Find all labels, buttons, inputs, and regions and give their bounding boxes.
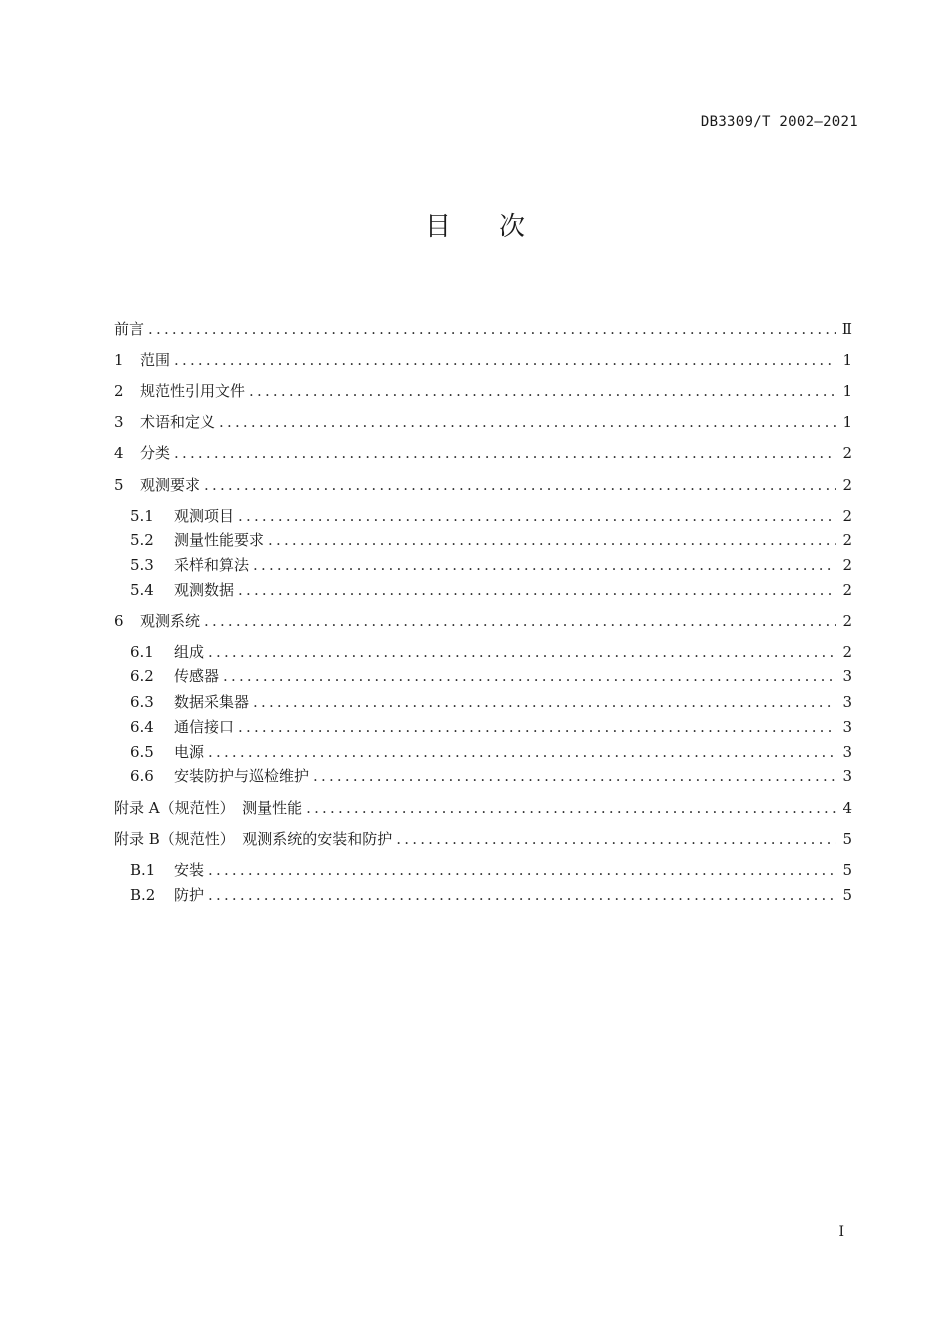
toc-page: 2 xyxy=(842,612,852,630)
toc-number: 6.5 xyxy=(130,743,154,761)
toc-page: 2 xyxy=(842,643,852,661)
document-code: DB3309/T 2002—2021 xyxy=(700,114,858,130)
leader-dots xyxy=(253,554,836,576)
toc-entry-6-3[interactable] xyxy=(130,691,852,713)
toc-number: 6.2 xyxy=(130,667,154,685)
toc-label: 观测系统 xyxy=(140,612,201,630)
toc-page: 2 xyxy=(842,581,852,599)
toc-label: 观测数据 xyxy=(174,581,235,599)
toc-label: 范围 xyxy=(140,351,171,369)
toc-label: 电源 xyxy=(174,743,205,761)
toc-entry-5-2[interactable] xyxy=(130,529,852,551)
leader-dots xyxy=(238,716,836,738)
toc-entry-b-1[interactable] xyxy=(130,859,852,881)
toc-number: 5.4 xyxy=(130,581,154,599)
toc-page: Ⅱ xyxy=(841,320,852,338)
toc-page: 3 xyxy=(842,718,852,736)
toc-entry-b-2[interactable] xyxy=(130,884,852,906)
toc-number: 6.4 xyxy=(130,718,154,736)
toc-number: 5.1 xyxy=(130,507,154,525)
toc-number: 6.3 xyxy=(130,693,154,711)
toc-number: B.1 xyxy=(130,861,156,879)
leader-dots xyxy=(249,380,836,402)
toc-page: 3 xyxy=(842,767,852,785)
leader-dots xyxy=(208,884,836,906)
leader-dots xyxy=(204,610,836,632)
toc-page: 5 xyxy=(842,886,852,904)
leader-dots xyxy=(174,442,836,464)
toc-page: 3 xyxy=(842,667,852,685)
toc-label: 术语和定义 xyxy=(140,413,216,431)
title-char-1: 目 xyxy=(424,212,451,242)
toc-number: 4 xyxy=(114,444,124,462)
leader-dots xyxy=(208,741,836,763)
toc-page: 5 xyxy=(842,830,852,848)
toc-label: 传感器 xyxy=(174,667,220,685)
toc-label: 分类 xyxy=(140,444,171,462)
leader-dots xyxy=(306,797,836,819)
toc-entry-5-3[interactable] xyxy=(130,554,852,576)
toc-entry-3[interactable] xyxy=(114,411,852,433)
page-number: I xyxy=(838,1224,844,1240)
leader-dots xyxy=(219,411,836,433)
toc-label: 安装 xyxy=(174,861,205,879)
toc-entry-6-6[interactable] xyxy=(130,765,852,787)
toc-entry-5-1[interactable] xyxy=(130,505,852,527)
leader-dots xyxy=(253,691,836,713)
toc-page: 2 xyxy=(842,476,852,494)
toc-entry-6[interactable] xyxy=(114,610,852,632)
toc-page: 3 xyxy=(842,743,852,761)
toc-page: 3 xyxy=(842,693,852,711)
toc-label: 安装防护与巡检维护 xyxy=(174,767,310,785)
leader-dots xyxy=(204,474,836,496)
toc-number: B.2 xyxy=(130,886,156,904)
toc-number: 5.2 xyxy=(130,531,154,549)
toc-entry-6-5[interactable] xyxy=(130,741,852,763)
toc-entry-2[interactable] xyxy=(114,380,852,402)
toc-entry-1[interactable] xyxy=(114,349,852,371)
toc-page: 4 xyxy=(842,799,852,817)
toc-page: 2 xyxy=(842,444,852,462)
toc-label: 附录 B（规范性） 观测系统的安装和防护 xyxy=(114,830,393,848)
toc-label: 观测项目 xyxy=(174,507,235,525)
toc-number: 3 xyxy=(114,413,124,431)
toc-entry-6-4[interactable] xyxy=(130,716,852,738)
toc-page: 2 xyxy=(842,507,852,525)
toc-entry-6-1[interactable] xyxy=(130,641,852,663)
toc-page: 1 xyxy=(842,413,852,431)
toc-number: 2 xyxy=(114,382,124,400)
toc-label: 附录 A（规范性） 测量性能 xyxy=(114,799,303,817)
leader-dots xyxy=(208,641,836,663)
leader-dots xyxy=(238,579,836,601)
toc-number: 5 xyxy=(114,476,124,494)
toc-label: 组成 xyxy=(174,643,205,661)
title-char-2: 次 xyxy=(499,212,526,242)
toc-entry-4[interactable] xyxy=(114,442,852,464)
toc-label: 采样和算法 xyxy=(174,556,250,574)
toc-label: 前言 xyxy=(114,320,145,338)
toc-number: 6.1 xyxy=(130,643,154,661)
toc-entry-appendix-b[interactable] xyxy=(114,828,852,850)
leader-dots xyxy=(238,505,836,527)
toc-number: 5.3 xyxy=(130,556,154,574)
toc-page: 5 xyxy=(842,861,852,879)
leader-dots xyxy=(313,765,836,787)
leader-dots xyxy=(396,828,836,850)
toc-entry-5-4[interactable] xyxy=(130,579,852,601)
toc-page: 1 xyxy=(842,351,852,369)
toc-entry-5[interactable] xyxy=(114,474,852,496)
toc-number: 6 xyxy=(114,612,124,630)
toc-entry-6-2[interactable] xyxy=(130,665,852,687)
toc-label: 通信接口 xyxy=(174,718,235,736)
toc-page: 2 xyxy=(842,556,852,574)
toc-label: 规范性引用文件 xyxy=(140,382,246,400)
toc-entry-appendix-a[interactable] xyxy=(114,797,852,819)
leader-dots xyxy=(223,665,836,687)
toc-number: 1 xyxy=(114,351,124,369)
leader-dots xyxy=(208,859,836,881)
page-title xyxy=(0,206,950,243)
leader-dots xyxy=(148,318,836,340)
toc-label: 数据采集器 xyxy=(174,693,250,711)
toc-label: 测量性能要求 xyxy=(174,531,265,549)
toc-label: 防护 xyxy=(174,886,205,904)
toc-page: 2 xyxy=(842,531,852,549)
toc-page: 1 xyxy=(842,382,852,400)
toc-number: 6.6 xyxy=(130,767,154,785)
toc-label: 观测要求 xyxy=(140,476,201,494)
leader-dots xyxy=(174,349,836,371)
leader-dots xyxy=(268,529,836,551)
toc-entry-foreword[interactable] xyxy=(114,318,852,340)
